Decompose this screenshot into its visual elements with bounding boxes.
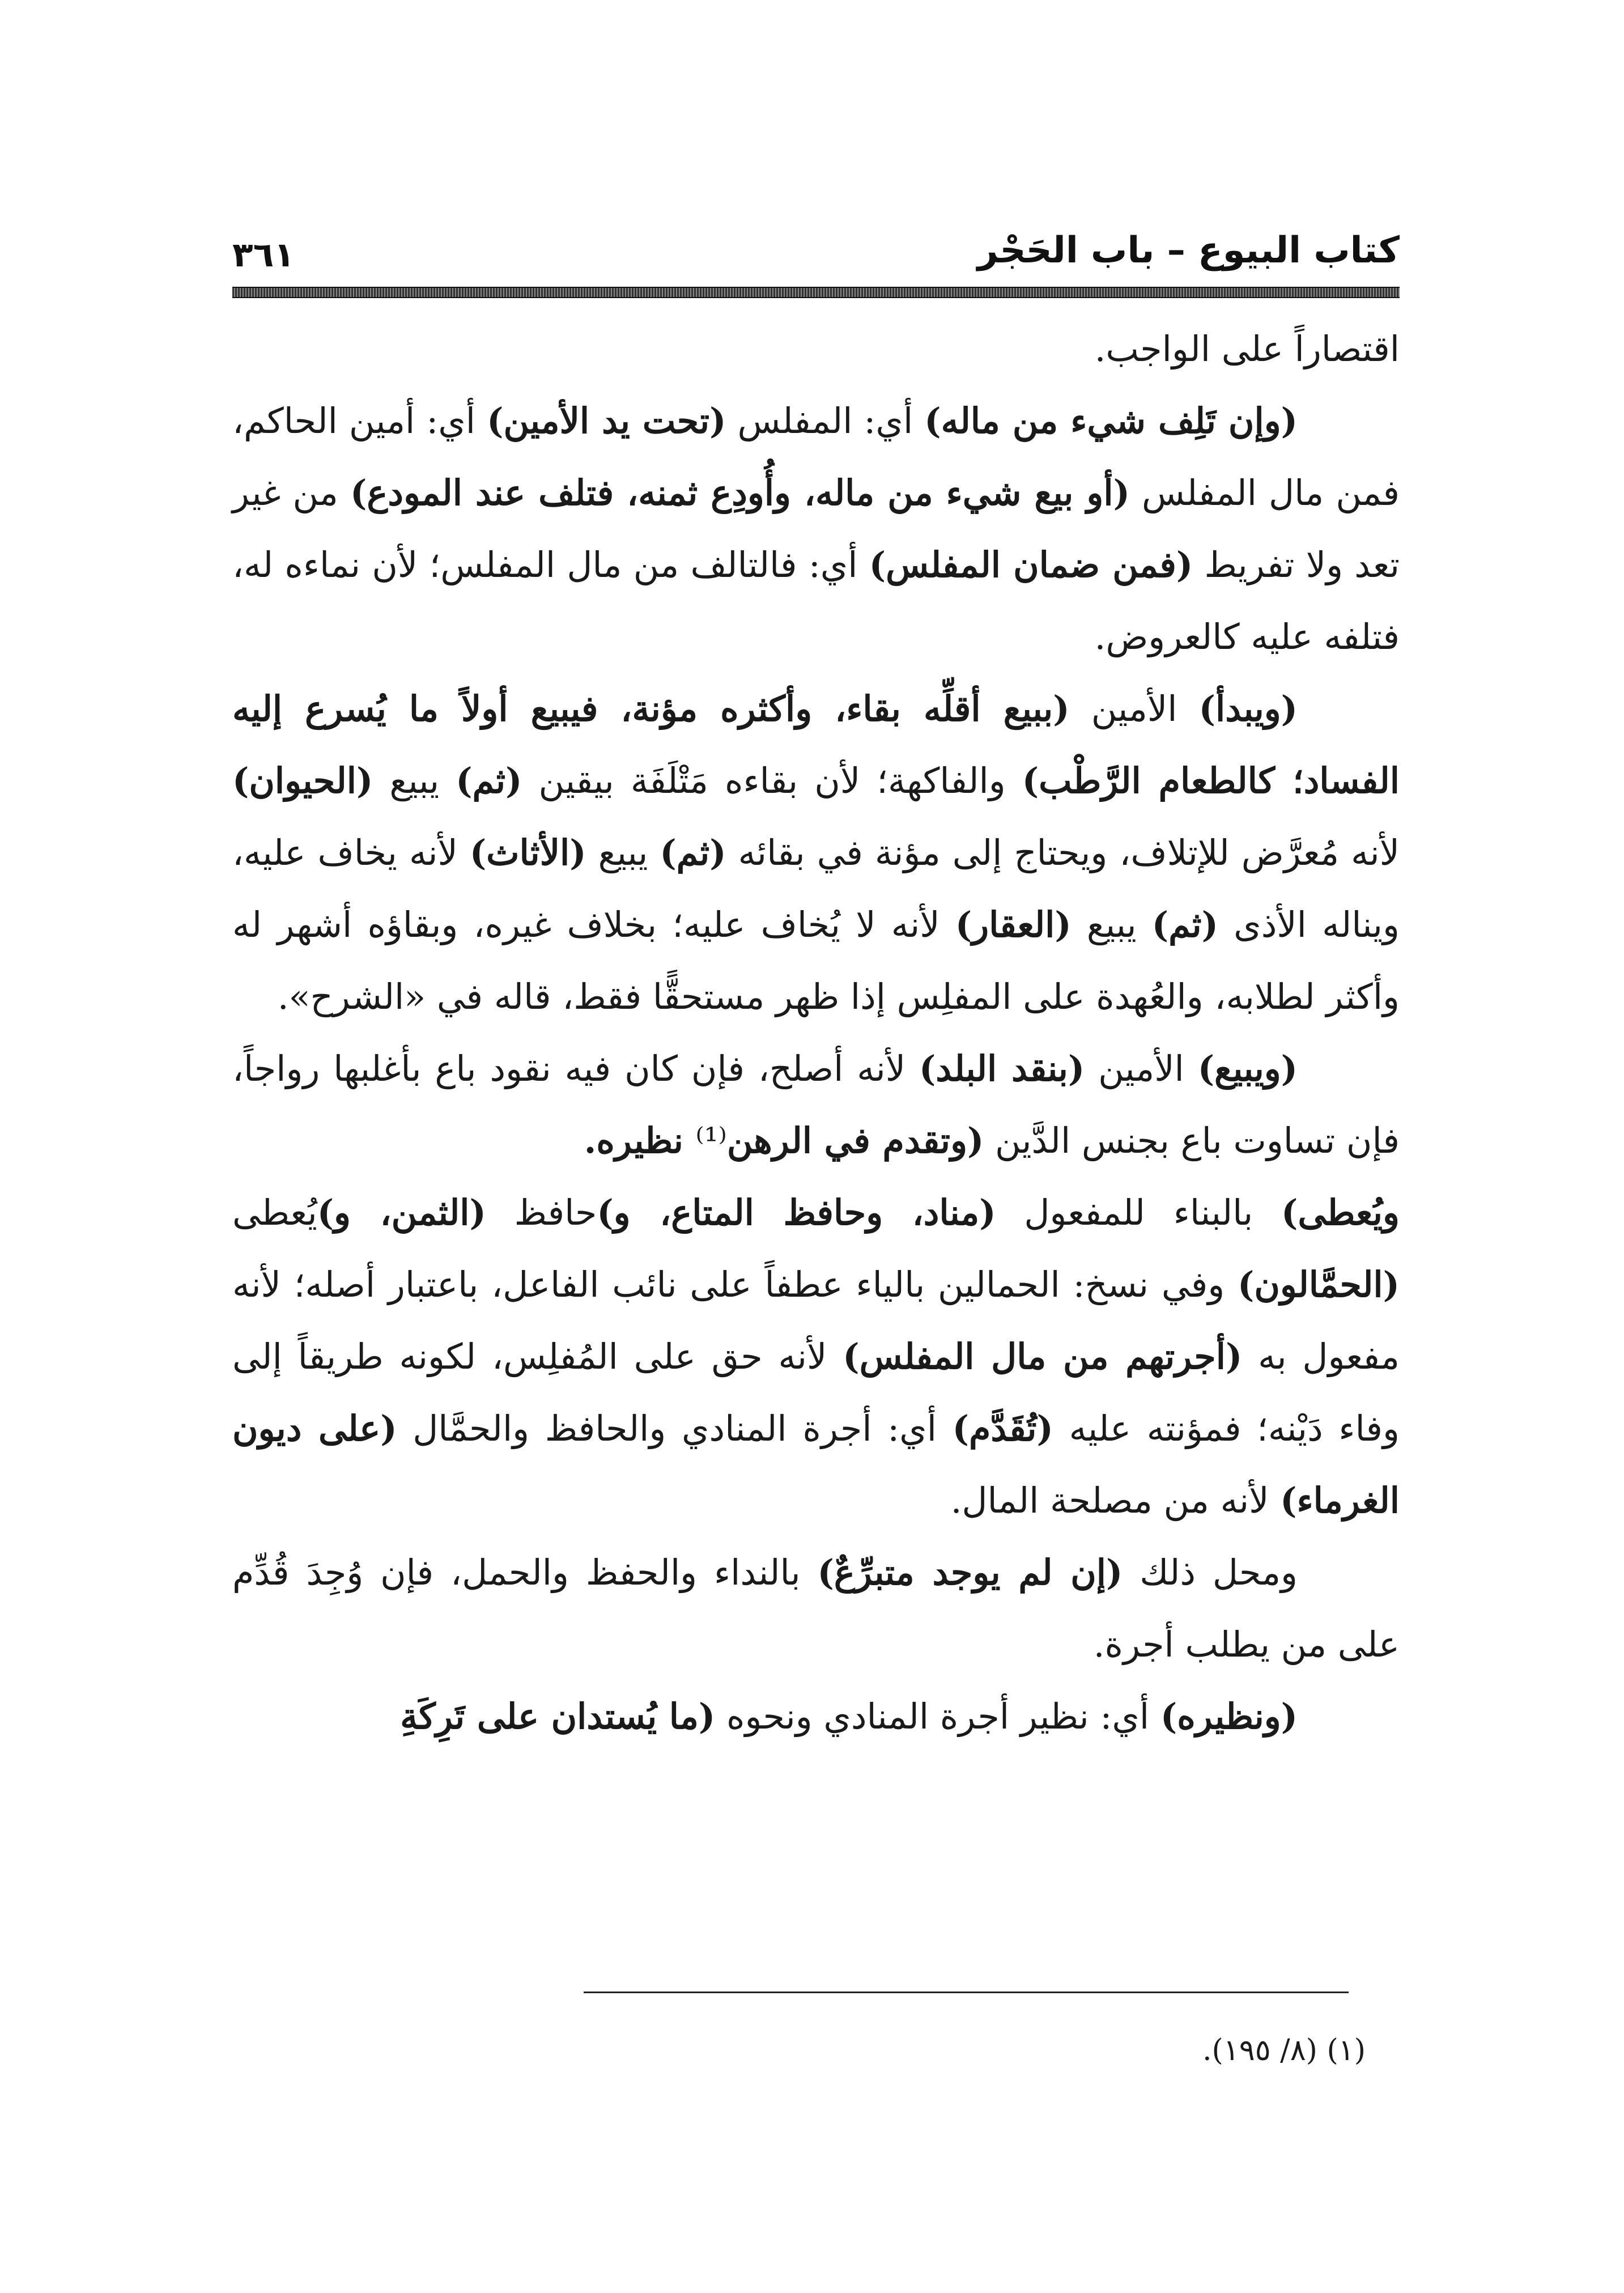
paragraph <box>232 673 1400 1033</box>
matn-text: (ما يُستدان على تَرِكَةِ <box>400 1696 716 1737</box>
sharh-text: بالنداء والحفظ والحمل، فإن وُجِدَ قُدِّم على من يطلب أجرة. <box>232 1552 1400 1665</box>
paragraph <box>232 313 1400 385</box>
matn-text: (الثمن، و) <box>317 1192 486 1233</box>
matn-text: (إن لم يوجد متبرِّعٌ) <box>817 1552 1123 1593</box>
matn-text: (أجرتهم من مال المفلس) <box>843 1336 1243 1377</box>
sharh-text: ومحل ذلك <box>1123 1552 1298 1593</box>
paragraph <box>232 385 1400 673</box>
sharh-text: وفي نسخ: الحمالين بالياء عطفاً على نائب الفاعل، باعتبار أصله؛ لأنه مفعول به <box>232 1264 1400 1377</box>
matn-text: (ويبدأ) <box>1198 688 1298 729</box>
matn-text: (فمن ضمان المفلس) <box>869 544 1193 585</box>
matn-text: (العقار) <box>955 904 1072 945</box>
sharh-text: الأمين <box>1085 1048 1198 1089</box>
sharh-text: والفاكهة؛ لأن بقاءه مَتْلَفَة بيقين <box>522 760 1022 801</box>
page-number: ٣٦١ <box>232 235 295 275</box>
sharh-text: لأنه من مصلحة المال. <box>950 1480 1281 1521</box>
sharh-text: يُعطى <box>232 1192 317 1233</box>
matn-text: (تحت يد الأمين) <box>487 400 726 441</box>
matn-text: (ثم) <box>1151 904 1218 945</box>
sharh-text: الأمين <box>1069 688 1199 729</box>
matn-text: (تُقَدَّم) <box>952 1408 1053 1449</box>
matn-text: (مناد، وحافظ المتاع، و) <box>597 1192 996 1233</box>
sharh-text: أي: أجرة المنادي والحافظ والحمَّال <box>397 1408 953 1449</box>
matn-text: (ثم) <box>456 760 522 801</box>
chapter-title: كتاب البيوع – باب الحَجْر <box>977 230 1400 271</box>
sharh-text: لأنه مُعرَّض للإتلاف، ويحتاج إلى مؤنة في بقائه <box>726 832 1400 873</box>
paragraph <box>232 1177 1400 1536</box>
footnote-divider <box>584 1991 1349 1993</box>
sharh-text: أي: أمين الحاكم، فمن مال المفلس <box>232 400 1400 513</box>
header-divider <box>232 287 1400 298</box>
sharh-text: ⁽¹⁾ <box>695 1120 727 1161</box>
matn-text: (على ديون الغرماء) <box>232 1408 1400 1521</box>
paragraph <box>232 1680 1400 1752</box>
matn-text: (وتقدم في الرهن <box>726 1120 984 1161</box>
sharh-text: حافظ <box>486 1192 597 1233</box>
sharh-text: لأنه حق على المُفلِس، لكونه طريقاً إلى وفاء دَيْنه؛ فمؤنته عليه <box>232 1336 1400 1449</box>
sharh-text: لأنه لا يُخاف عليه؛ بخلاف غيره، وبقاؤه أشهر له وأكثر لطلابه، والعُهدة على المفلِس إذا ظهر مستحقًّا فقط، قاله في «الشرح». <box>232 904 1400 1017</box>
sharh-text: أي: نظير أجرة المنادي ونحوه <box>715 1696 1160 1737</box>
matn-text: (الأثاث) <box>469 832 586 873</box>
sharh-text: يبيع <box>1071 904 1152 945</box>
matn-text: (ويبيع) <box>1197 1048 1298 1089</box>
running-header <box>232 222 1400 284</box>
sharh-text: أي: فالتالف من مال المفلس؛ لأن نماءه له، فتلفه عليه كالعروض. <box>232 544 1400 657</box>
sharh-text: يبيع <box>586 832 660 873</box>
paragraph <box>232 1033 1400 1177</box>
sharh-text: اقتصاراً على الواجب. <box>1094 328 1400 370</box>
sharh-text: من غير تعد ولا تفريط <box>232 472 1400 585</box>
sharh-text: لأنه أصلح، فإن كان فيه نقود باع بأغلبها رواجاً، فإن تساوت باع بجنس الدَّين <box>232 1048 1400 1161</box>
matn-text: (وإن تَلِف شيء من ماله) <box>924 400 1298 441</box>
matn-text: (ونظيره) <box>1160 1696 1298 1737</box>
sharh-text: بالبناء للمفعول <box>996 1192 1282 1233</box>
paragraph <box>232 1536 1400 1680</box>
sharh-text: أي: المفلس <box>726 400 925 441</box>
matn-text: ويُعطى) <box>1281 1192 1400 1233</box>
matn-text: (ببيع أقلِّه بقاء، وأكثره مؤنة، فيبيع أولاً ما يُسرع إليه الفساد؛ كالطعام الرَّطْب) <box>232 688 1400 801</box>
matn-text: (أو بيع شيء من ماله، وأُودِع ثمنه، فتلف عند المودع) <box>350 472 1130 513</box>
sharh-text: لأنه يخاف عليه، ويناله الأذى <box>232 832 1400 945</box>
sharh-text: يبيع <box>373 760 456 801</box>
matn-text: (بنقد البلد) <box>919 1048 1085 1089</box>
matn-text: (ثم) <box>660 832 726 873</box>
footnote: (١) (٨/ ١٩٥). <box>1202 2033 1366 2067</box>
matn-text: نظيره. <box>584 1120 696 1161</box>
main-text <box>232 313 1400 1752</box>
matn-text: (الحيوان) <box>232 760 373 801</box>
matn-text: (الحمَّالون) <box>1238 1264 1400 1305</box>
